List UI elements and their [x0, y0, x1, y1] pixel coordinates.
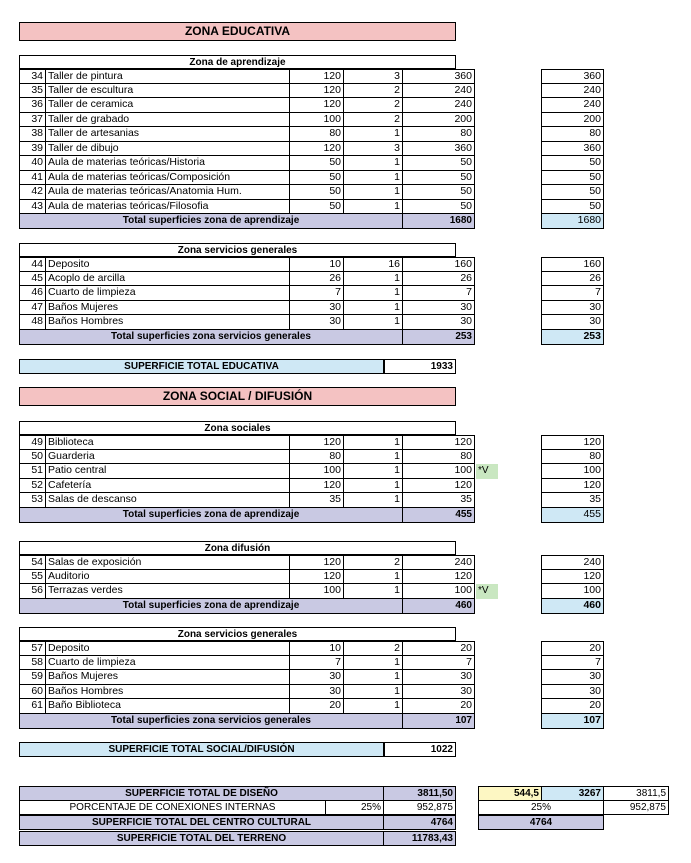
row-index: 43: [19, 200, 46, 215]
right-column-value: 100: [541, 584, 604, 599]
table-row: [19, 685, 475, 700]
right-column-value: 30: [541, 315, 604, 330]
row-quantity: 2: [344, 84, 403, 99]
table-row: [19, 69, 475, 84]
row-quantity: 2: [344, 555, 403, 570]
row-index: 38: [19, 127, 46, 142]
zona-aprendizaje-title: Zona de aprendizaje: [19, 55, 456, 69]
table-row: [19, 286, 475, 301]
conexiones-pct: 25%: [325, 800, 384, 815]
diseno-right-a: 544,5: [478, 786, 542, 801]
sociales-total-right: 455: [541, 508, 604, 523]
row-total: 30: [403, 315, 475, 330]
terreno-value: 11783,43: [383, 831, 456, 846]
table-row: [19, 450, 475, 465]
row-index: 51: [19, 464, 46, 479]
row-total: 100: [403, 584, 475, 599]
row-area: 30: [290, 685, 344, 700]
row-quantity: 1: [344, 171, 403, 186]
zona-sociales-title: Zona sociales: [19, 421, 456, 435]
row-quantity: 1: [344, 315, 403, 330]
row-name: Patio central: [46, 464, 290, 479]
table-row: [19, 156, 475, 171]
right-column-value: 100: [541, 464, 604, 479]
row-index: 61: [19, 699, 46, 714]
sociales-total-label: Total superficies zona de aprendizaje: [19, 508, 403, 523]
row-area: 50: [290, 185, 344, 200]
table-row: [19, 641, 475, 656]
aprendizaje-total-right: 1680: [541, 214, 604, 229]
row-area: 120: [290, 555, 344, 570]
row-area: 50: [290, 200, 344, 215]
row-name: Taller de dibujo: [46, 142, 290, 157]
right-column-value: 120: [541, 479, 604, 494]
diseno-right-c: 3811,5: [603, 786, 669, 801]
difusion-total-label: Total superficies zona de aprendizaje: [19, 599, 403, 614]
sociales-total-row: [19, 508, 472, 523]
right-column-value: 30: [541, 670, 604, 685]
row-index: 50: [19, 450, 46, 465]
row-index: 35: [19, 84, 46, 99]
diseno-label: SUPERFICIE TOTAL DE DISEÑO: [19, 786, 384, 801]
right-column-value: 50: [541, 185, 604, 200]
row-area: 80: [290, 450, 344, 465]
row-area: 30: [290, 670, 344, 685]
row-index: 39: [19, 142, 46, 157]
row-name: Guarderia: [46, 450, 290, 465]
row-note: *V: [476, 584, 498, 599]
row-index: 40: [19, 156, 46, 171]
row-total: 50: [403, 200, 475, 215]
right-column-value: 20: [541, 699, 604, 714]
row-index: 54: [19, 555, 46, 570]
right-column-value: 20: [541, 641, 604, 656]
right-column-value: 80: [541, 450, 604, 465]
row-name: Baños Mujeres: [46, 670, 290, 685]
right-column-value: 35: [541, 493, 604, 508]
row-name: Deposito: [46, 641, 290, 656]
right-column-value: 360: [541, 69, 604, 84]
right-column-value: 7: [541, 286, 604, 301]
row-index: 55: [19, 570, 46, 585]
row-area: 35: [290, 493, 344, 508]
row-quantity: 2: [344, 98, 403, 113]
row-area: 30: [290, 315, 344, 330]
right-column-value: 240: [541, 84, 604, 99]
row-name: Taller de escultura: [46, 84, 290, 99]
row-area: 120: [290, 479, 344, 494]
row-area: 100: [290, 113, 344, 128]
row-total: 20: [403, 641, 475, 656]
row-index: 45: [19, 272, 46, 287]
table-row: [19, 301, 475, 316]
row-quantity: 1: [344, 200, 403, 215]
row-total: 240: [403, 98, 475, 113]
total-educativa-value: 1933: [384, 359, 456, 374]
right-column-value: 50: [541, 200, 604, 215]
diseno-value: 3811,50: [383, 786, 456, 801]
row-name: Taller de artesanias: [46, 127, 290, 142]
row-area: 7: [290, 656, 344, 671]
row-name: Acoplo de arcilla: [46, 272, 290, 287]
right-column-value: 200: [541, 113, 604, 128]
row-quantity: 1: [344, 127, 403, 142]
diseno-right-b: 3267: [541, 786, 604, 801]
zona-social-header: ZONA SOCIAL / DIFUSIÓN: [19, 387, 456, 406]
row-quantity: 1: [344, 685, 403, 700]
centro-value: 4764: [383, 815, 456, 830]
row-area: 30: [290, 301, 344, 316]
row-total: 360: [403, 69, 475, 84]
right-column-value: 50: [541, 156, 604, 171]
row-index: 53: [19, 493, 46, 508]
right-column-value: 80: [541, 127, 604, 142]
row-index: 52: [19, 479, 46, 494]
row-quantity: 1: [344, 479, 403, 494]
servicios-social-total-value: 107: [403, 714, 475, 729]
right-column-value: 240: [541, 98, 604, 113]
row-quantity: 1: [344, 464, 403, 479]
row-total: 80: [403, 450, 475, 465]
row-area: 50: [290, 156, 344, 171]
row-index: 56: [19, 584, 46, 599]
row-quantity: 1: [344, 435, 403, 450]
row-total: 120: [403, 479, 475, 494]
row-total: 80: [403, 127, 475, 142]
row-name: Aula de materias teóricas/Composición: [46, 171, 290, 186]
row-index: 46: [19, 286, 46, 301]
table-row: [19, 656, 475, 671]
right-column-value: 26: [541, 272, 604, 287]
aprendizaje-total-label: Total superficies zona de aprendizaje: [19, 214, 403, 229]
table-row: [19, 555, 475, 570]
centro-label: SUPERFICIE TOTAL DEL CENTRO CULTURAL: [19, 815, 384, 830]
sociales-total-value: 455: [403, 508, 475, 523]
conexiones-value: 952,875: [383, 800, 456, 815]
table-row: [19, 464, 489, 479]
right-column-value: 30: [541, 685, 604, 700]
row-area: 20: [290, 699, 344, 714]
row-area: 120: [290, 435, 344, 450]
row-total: 240: [403, 84, 475, 99]
row-name: Cuarto de limpieza: [46, 656, 290, 671]
row-name: Cuarto de limpieza: [46, 286, 290, 301]
row-index: 34: [19, 69, 46, 84]
servicios-social-total-right: 107: [541, 714, 604, 729]
row-name: Aula de materias teóricas/Filosofia: [46, 200, 290, 215]
row-total: 7: [403, 286, 475, 301]
row-index: 41: [19, 171, 46, 186]
row-total: 50: [403, 156, 475, 171]
table-row: [19, 84, 475, 99]
row-area: 120: [290, 570, 344, 585]
row-total: 120: [403, 570, 475, 585]
row-quantity: 1: [344, 570, 403, 585]
row-area: 26: [290, 272, 344, 287]
row-total: 100: [403, 464, 475, 479]
right-column-value: 360: [541, 142, 604, 157]
row-total: 26: [403, 272, 475, 287]
total-social-value: 1022: [384, 742, 456, 757]
row-area: 100: [290, 464, 344, 479]
aprendizaje-total-row: [19, 214, 472, 229]
right-column-value: 30: [541, 301, 604, 316]
table-row: [19, 479, 475, 494]
table-row: [19, 315, 475, 330]
row-total: 20: [403, 699, 475, 714]
row-total: 50: [403, 171, 475, 186]
row-total: 50: [403, 185, 475, 200]
row-name: Baños Hombres: [46, 315, 290, 330]
row-name: Terrazas verdes: [46, 584, 290, 599]
conexiones-pct-right: 25%: [478, 800, 604, 815]
row-quantity: 3: [344, 69, 403, 84]
row-quantity: 1: [344, 301, 403, 316]
row-index: 48: [19, 315, 46, 330]
row-quantity: 1: [344, 670, 403, 685]
right-column-value: 120: [541, 435, 604, 450]
row-name: Taller de grabado: [46, 113, 290, 128]
total-educativa-label: SUPERFICIE TOTAL EDUCATIVA: [19, 359, 384, 374]
servicios-edu-total-row: [19, 330, 472, 345]
row-index: 44: [19, 257, 46, 272]
row-quantity: 1: [344, 656, 403, 671]
row-total: 30: [403, 685, 475, 700]
row-total: 120: [403, 435, 475, 450]
table-row: [19, 98, 475, 113]
row-name: Taller de pintura: [46, 69, 290, 84]
table-row: [19, 272, 475, 287]
row-area: 120: [290, 84, 344, 99]
table-row: [19, 257, 475, 272]
conexiones-label: PORCENTAJE DE CONEXIONES INTERNAS: [19, 800, 326, 815]
difusion-total-value: 460: [403, 599, 475, 614]
row-total: 360: [403, 142, 475, 157]
row-index: 49: [19, 435, 46, 450]
row-quantity: 1: [344, 185, 403, 200]
row-note: *V: [476, 464, 498, 479]
row-name: Aula de materias teóricas/Historia: [46, 156, 290, 171]
row-quantity: 2: [344, 641, 403, 656]
row-index: 47: [19, 301, 46, 316]
table-row: [19, 584, 489, 599]
row-area: 50: [290, 171, 344, 186]
row-name: Salas de descanso: [46, 493, 290, 508]
table-row: [19, 570, 475, 585]
table-row: [19, 493, 475, 508]
row-total: 30: [403, 301, 475, 316]
right-column-value: 7: [541, 656, 604, 671]
row-area: 120: [290, 142, 344, 157]
row-total: 35: [403, 493, 475, 508]
table-row: [19, 435, 475, 450]
zona-servicios-edu-title: Zona servicios generales: [19, 243, 456, 257]
zona-educativa-header: ZONA EDUCATIVA: [19, 22, 456, 41]
table-row: [19, 200, 475, 215]
zona-servicios-social-title: Zona servicios generales: [19, 627, 456, 641]
row-index: 42: [19, 185, 46, 200]
row-name: Aula de materias teóricas/Anatomia Hum.: [46, 185, 290, 200]
table-row: [19, 171, 475, 186]
row-index: 37: [19, 113, 46, 128]
row-total: 240: [403, 555, 475, 570]
row-quantity: 2: [344, 113, 403, 128]
total-social-label: SUPERFICIE TOTAL SOCIAL/DIFUSIÓN: [19, 742, 384, 757]
row-total: 30: [403, 670, 475, 685]
row-area: 10: [290, 641, 344, 656]
table-row: [19, 127, 475, 142]
aprendizaje-total-value: 1680: [403, 214, 475, 229]
right-column-value: 240: [541, 555, 604, 570]
difusion-total-row: [19, 599, 472, 614]
row-quantity: 16: [344, 257, 403, 272]
right-column-value: 50: [541, 171, 604, 186]
row-total: 7: [403, 656, 475, 671]
row-quantity: 1: [344, 272, 403, 287]
centro-value-right: 4764: [478, 815, 604, 830]
table-row: [19, 142, 475, 157]
row-name: Baño Biblioteca: [46, 699, 290, 714]
row-quantity: 3: [344, 142, 403, 157]
right-column-value: 120: [541, 570, 604, 585]
zona-difusion-title: Zona difusión: [19, 541, 456, 555]
table-row: [19, 113, 475, 128]
difusion-total-right: 460: [541, 599, 604, 614]
row-index: 59: [19, 670, 46, 685]
row-total: 160: [403, 257, 475, 272]
table-row: [19, 670, 475, 685]
row-index: 60: [19, 685, 46, 700]
servicios-edu-total-value: 253: [403, 330, 475, 345]
row-quantity: 1: [344, 493, 403, 508]
servicios-edu-total-label: Total superficies zona servicios generales: [19, 330, 403, 345]
row-name: Cafetería: [46, 479, 290, 494]
row-quantity: 1: [344, 699, 403, 714]
row-quantity: 1: [344, 156, 403, 171]
row-name: Baños Hombres: [46, 685, 290, 700]
row-name: Baños Mujeres: [46, 301, 290, 316]
row-quantity: 1: [344, 450, 403, 465]
right-column-value: 160: [541, 257, 604, 272]
row-name: Biblioteca: [46, 435, 290, 450]
row-index: 57: [19, 641, 46, 656]
row-index: 58: [19, 656, 46, 671]
row-name: Auditorio: [46, 570, 290, 585]
row-area: 120: [290, 98, 344, 113]
table-row: [19, 185, 475, 200]
terreno-label: SUPERFICIE TOTAL DEL TERRENO: [19, 831, 384, 846]
row-index: 36: [19, 98, 46, 113]
servicios-social-total-label: Total superficies zona servicios generales: [19, 714, 403, 729]
row-name: Taller de ceramica: [46, 98, 290, 113]
table-row: [19, 699, 475, 714]
row-quantity: 1: [344, 286, 403, 301]
conexiones-value-right: 952,875: [603, 800, 669, 815]
row-area: 100: [290, 584, 344, 599]
servicios-social-total-row: [19, 714, 472, 729]
row-name: Salas de exposición: [46, 555, 290, 570]
row-area: 120: [290, 69, 344, 84]
servicios-edu-total-right: 253: [541, 330, 604, 345]
row-name: Deposito: [46, 257, 290, 272]
row-total: 200: [403, 113, 475, 128]
row-area: 7: [290, 286, 344, 301]
row-area: 10: [290, 257, 344, 272]
row-area: 80: [290, 127, 344, 142]
row-quantity: 1: [344, 584, 403, 599]
